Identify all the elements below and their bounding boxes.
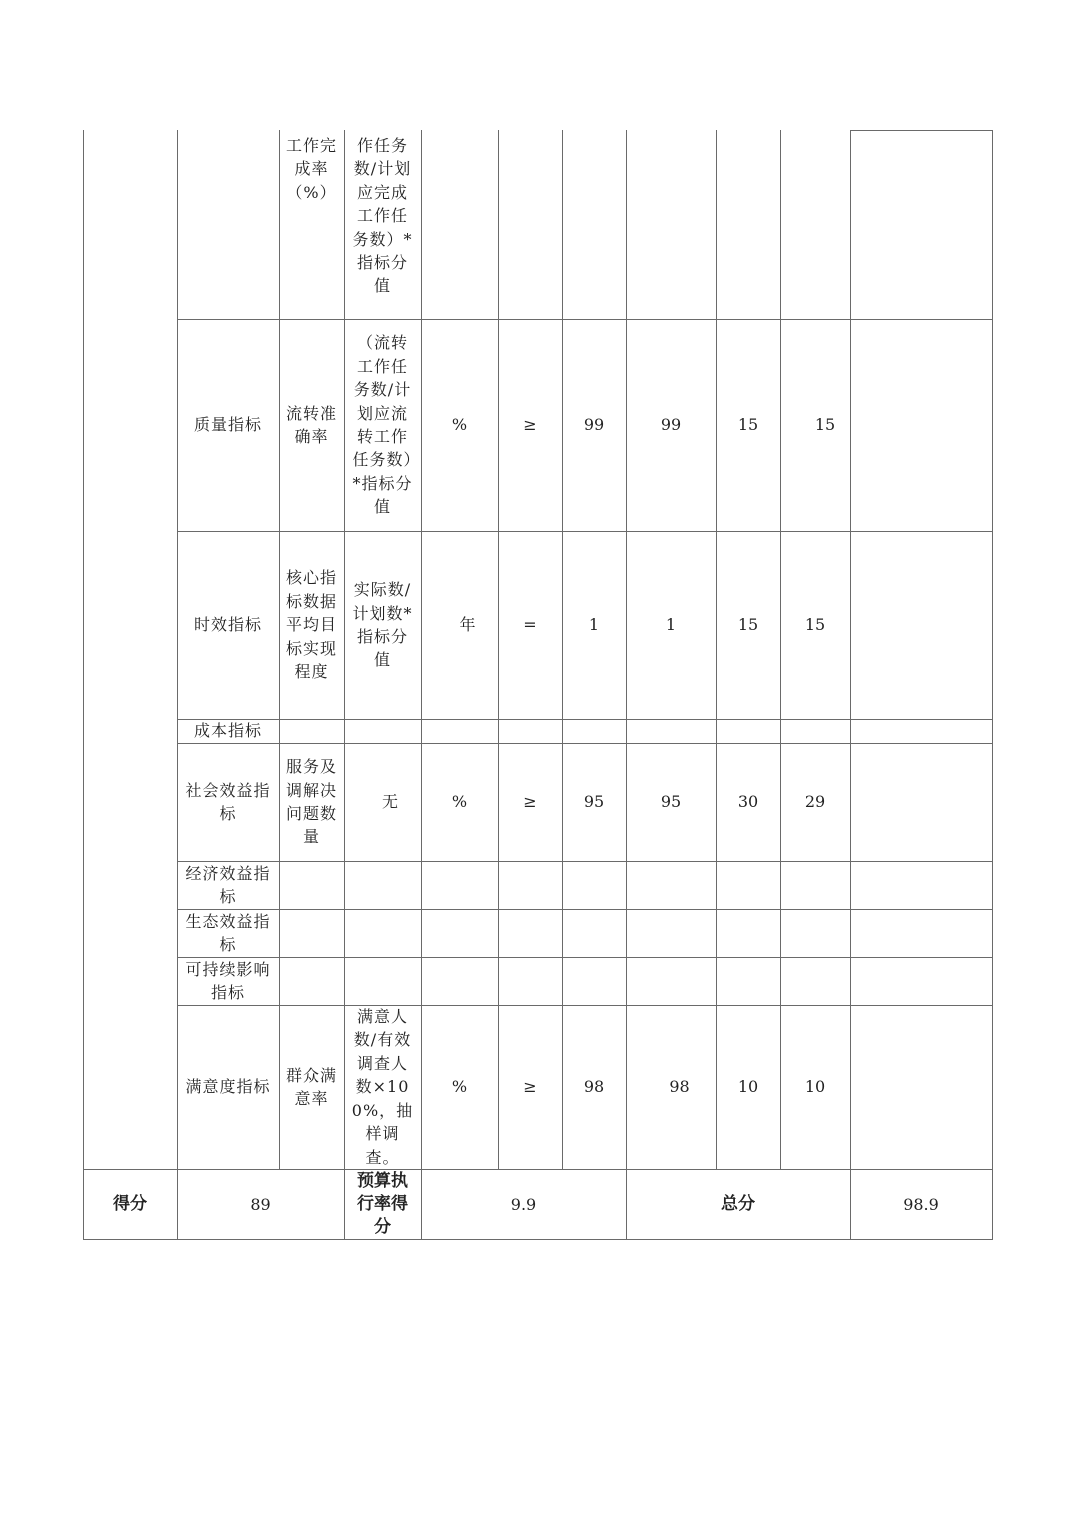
completion-rate-formula: 作任务数/计划应完成工作任务数）*指标分值: [352, 136, 413, 296]
quality-category: 质量指标: [193, 415, 262, 435]
grid-line: [498, 130, 499, 1169]
social-unit: %: [451, 792, 468, 812]
completion-rate-indicator: 工作完成率（%）: [285, 136, 337, 202]
quality-operator: ≥: [523, 415, 537, 435]
grid-line: [177, 743, 993, 744]
total-value: 98.9: [903, 1194, 939, 1214]
total-label: 总分: [721, 1194, 755, 1214]
grid-line: [562, 130, 563, 1169]
social-score: 29: [804, 792, 826, 812]
cost-category: 成本指标: [193, 721, 262, 741]
timeliness-actual: 1: [665, 615, 677, 635]
social-actual: 95: [660, 792, 682, 812]
grid-line: [177, 861, 993, 862]
grid-line: [177, 319, 993, 320]
satisfaction-actual: 98: [669, 1077, 690, 1097]
grid-line: [421, 130, 422, 1240]
satisfaction-operator: ≥: [523, 1077, 537, 1097]
quality-unit: %: [451, 415, 468, 435]
timeliness-formula: 实际数/计划数*指标分值: [352, 580, 413, 670]
timeliness-target: 1: [588, 615, 600, 635]
timeliness-score: 15: [804, 615, 826, 635]
grid-line: [344, 130, 345, 1240]
grid-line: [850, 130, 851, 1240]
economic-category: 经济效益指标: [185, 863, 271, 906]
social-category: 社会效益指标: [185, 780, 271, 823]
timeliness-operator: =: [523, 615, 537, 635]
satisfaction-target: 98: [583, 1077, 605, 1097]
grid-line: [177, 1005, 993, 1006]
satisfaction-formula: 满意人数/有效调查人数×100%，抽样调查。: [351, 1007, 414, 1167]
timeliness-category: 时效指标: [193, 615, 262, 635]
timeliness-indicator: 核心指标数据平均目标实现程度: [285, 568, 337, 682]
grid-line: [177, 909, 993, 910]
grid-line: [177, 531, 993, 532]
grid-line: [780, 130, 781, 1169]
grid-line: [177, 130, 178, 1240]
grid-line: [177, 957, 993, 958]
grid-line: [626, 130, 627, 1240]
grid-line: [992, 130, 993, 1240]
grid-line: [279, 130, 280, 1169]
social-weight: 30: [737, 792, 759, 812]
satisfaction-indicator: 群众满意率: [285, 1065, 337, 1108]
grid-line: [850, 130, 993, 131]
ecological-category: 生态效益指标: [185, 911, 271, 954]
budget-execution-label: 预算执行率得分: [357, 1171, 408, 1237]
social-indicator: 服务及调解决问题数量: [285, 757, 337, 847]
sustainable-category: 可持续影响指标: [185, 959, 271, 1002]
grid-line: [83, 1169, 993, 1170]
timeliness-weight: 15: [737, 615, 759, 635]
quality-weight: 15: [737, 415, 759, 435]
social-target: 95: [583, 792, 605, 812]
social-formula: 无: [381, 792, 399, 812]
satisfaction-score: 10: [804, 1077, 826, 1097]
score-label: 得分: [113, 1194, 147, 1214]
budget-execution-value: 9.9: [510, 1194, 537, 1214]
quality-target: 99: [583, 415, 605, 435]
quality-score: 15: [814, 415, 836, 435]
grid-line: [83, 130, 84, 1240]
grid-line: [716, 130, 717, 1169]
timeliness-unit: 年: [459, 615, 476, 635]
quality-actual: 99: [660, 415, 682, 435]
grid-line: [83, 1239, 993, 1240]
quality-formula: （流转工作任务数/计划应流转工作任务数）*指标分值: [352, 333, 413, 517]
satisfaction-category: 满意度指标: [185, 1077, 271, 1097]
quality-indicator: 流转准确率: [285, 403, 337, 446]
social-operator: ≥: [523, 792, 537, 812]
satisfaction-unit: %: [451, 1077, 468, 1097]
score-value: 89: [250, 1194, 271, 1214]
satisfaction-weight: 10: [737, 1077, 759, 1097]
grid-line: [177, 719, 993, 720]
